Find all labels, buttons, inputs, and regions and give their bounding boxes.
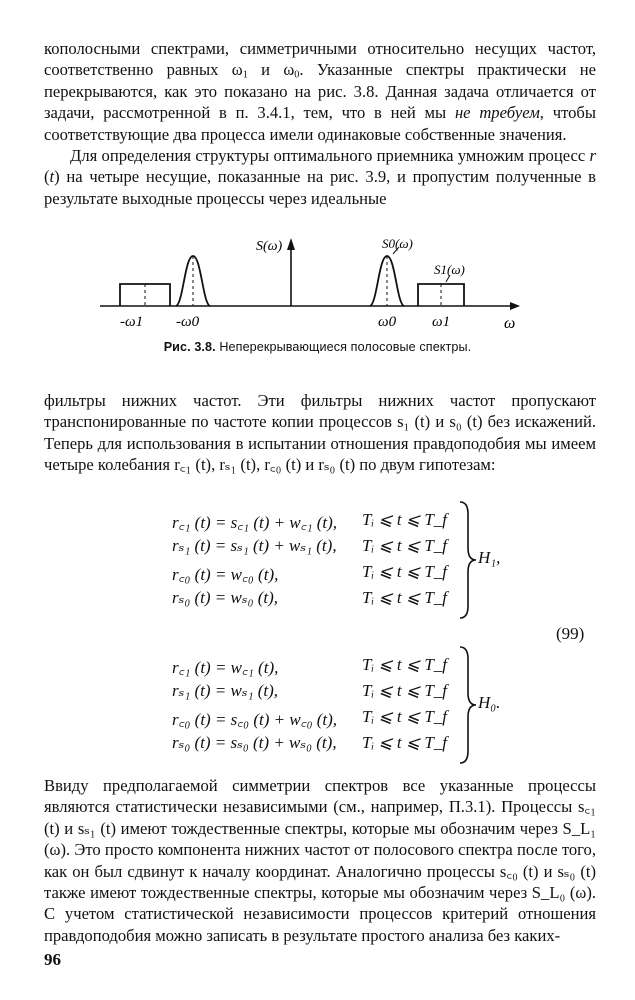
paragraph-2-text-b: ) на четыре несущие, показанные на рис. 3.9, и пропустим полученные в результате выходные процессы через идеальные (44, 167, 596, 208)
paragraph-1-text-c: . Указанные спектры практически не перекрываются, как это показано на рис. 3.8. Данная задача отличается от задачи, рассмотренной в п. 3.4.1, тем, что в ней мы (44, 60, 596, 123)
eq-lhs: r꜀₁ (t) = w꜀₁ (t), (172, 658, 279, 677)
eq-lhs: r꜀₀ (t) = s꜀₀ (t) + w꜀₀ (t), (172, 710, 338, 729)
brace-h0 (458, 645, 478, 765)
eq-range: Tᵢ ⩽ t ⩽ T_f (362, 588, 448, 607)
figure-spectra (0, 220, 635, 340)
tick-omega-1: ω1 (432, 314, 451, 330)
eq-lhs: r꜀₀ (t) = w꜀₀ (t), (172, 565, 279, 584)
tick-minus-omega-0: -ω0 (176, 314, 200, 330)
paragraph-1-text-b: и ω (247, 60, 295, 80)
paragraph-1 (44, 38, 596, 145)
eq-lhs: r꜀₁ (t) = s꜀₁ (t) + w꜀₁ (t), (172, 513, 338, 532)
label-s1: S1(ω) (434, 262, 465, 277)
eq-lhs: rₛ₀ (t) = sₛ₀ (t) + wₛ₀ (t), (172, 733, 337, 752)
x-axis-label: ω (504, 315, 516, 332)
eq-lhs: rₛ₁ (t) = wₛ₁ (t), (172, 681, 279, 700)
paragraph-4: Ввиду предполагаемой симметрии спектров все указанные процессы являются статистически независимыми (см., например, П.3.1). Процессы s꜀₁ (t) и sₛ₁ (t) имеют тождественные спектры, которые мы обозначим через S_L₁ (ω). Это просто компонента нижних частот от полосового спектра после того, как он был сдвинут к началу координат. Аналогично процессы s꜀₀ (t) и sₛ₀ (t) также имеют тождественные спектры, которые мы обозначим через S_L₀ (ω). С учетом статистической независимости процессов критерий отношения правдоподобия можно записать в результате простого анализа без каких- (44, 776, 596, 945)
caption-prefix: Рис. 3.8. (163, 340, 216, 354)
hypothesis-h0: H₀. (478, 693, 501, 712)
eq-range: Tᵢ ⩽ t ⩽ T_f (362, 733, 448, 752)
paragraph-1-text-d: , чтобы соответствующие два процесса имели одинаковые собственные значения. (44, 103, 596, 144)
eq-lhs: rₛ₁ (t) = sₛ₁ (t) + wₛ₁ (t), (172, 536, 337, 555)
page-number: 96 (44, 950, 61, 969)
paragraph-2-text-a: Для определения структуры оптимального приемника умножим процесс (70, 146, 590, 165)
eq-range: Tᵢ ⩽ t ⩽ T_f (362, 536, 448, 555)
eq-range: Tᵢ ⩽ t ⩽ T_f (362, 655, 448, 674)
omega-0-subscript: 0 (294, 69, 300, 81)
paragraph-1-text-a: кополосными спектрами, симметричными относительно несущих частот, соответственно равных ω (44, 39, 596, 80)
figure-caption (0, 340, 635, 354)
tick-omega-0: ω0 (378, 314, 397, 330)
brace-h1 (458, 500, 478, 620)
caption-text: Неперекрывающиеся полосовые спектры. (215, 340, 472, 354)
x-axis-arrow (510, 302, 520, 310)
paragraph-2 (44, 145, 596, 209)
eq-range: Tᵢ ⩽ t ⩽ T_f (362, 510, 448, 529)
y-axis-arrow (287, 238, 295, 250)
y-axis-label: S(ω) (256, 239, 283, 254)
equation-number: (99) (556, 624, 585, 643)
eq-range: Tᵢ ⩽ t ⩽ T_f (362, 562, 448, 581)
eq-lhs: rₛ₀ (t) = wₛ₀ (t), (172, 588, 279, 607)
eq-range: Tᵢ ⩽ t ⩽ T_f (362, 681, 448, 700)
omega-1-subscript: 1 (242, 69, 248, 81)
eq-range: Tᵢ ⩽ t ⩽ T_f (362, 707, 448, 726)
var-r: r (589, 146, 596, 165)
emphasis-text: не требуем (454, 103, 540, 123)
label-s0: S0(ω) (382, 236, 413, 251)
tick-minus-omega-1: -ω1 (120, 314, 144, 330)
paren-open: ( (44, 167, 50, 187)
paragraph-3: фильтры нижних частот. Эти фильтры нижних частот пропускают транспонированные по частоте копии процессов s₁ (t) и s₀ (t) без искажений. Теперь для использования в испытании отношения правдоподобия мы имеем четыре колебания r꜀₁ (t), rₛ₁ (t), r꜀₀ (t) и rₛ₀ (t) по двум гипотезам: (44, 391, 596, 475)
hypothesis-h1: H₁, (478, 548, 501, 567)
var-t: t (49, 167, 55, 187)
